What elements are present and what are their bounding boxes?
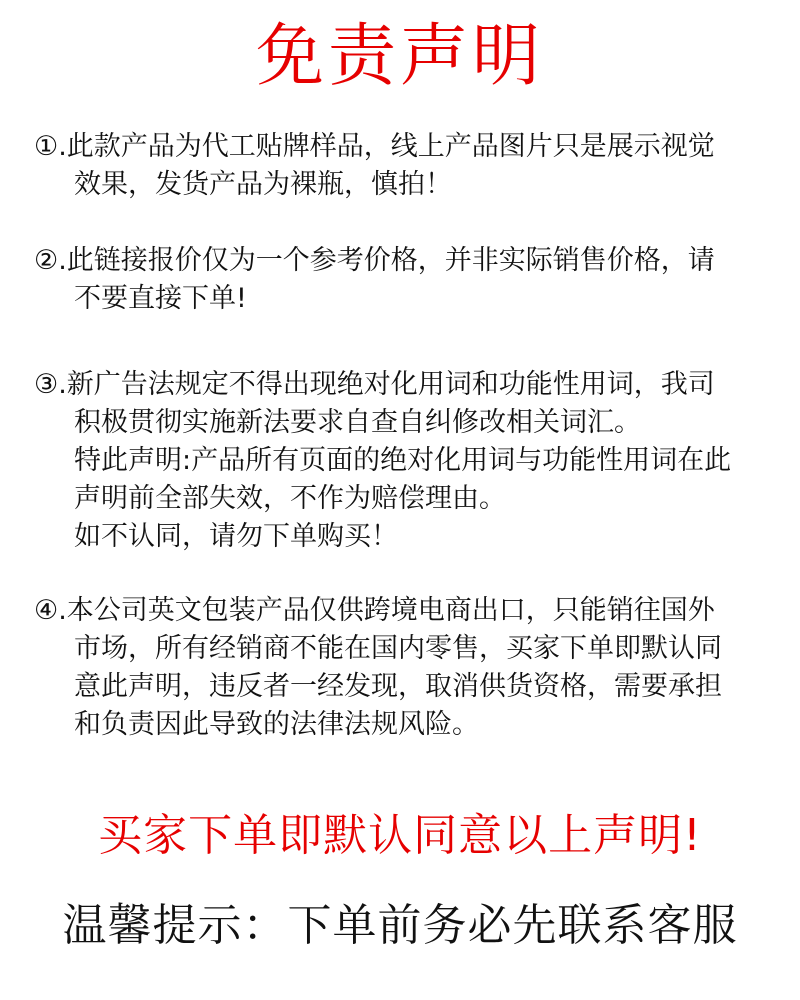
clause-line: 意此声明，违反者一经发现，取消供货资格，需要承担 xyxy=(74,671,722,702)
clause-line: 如不认同，请勿下单购买！ xyxy=(74,521,398,552)
warm-tip: 温馨提示：下单前务必先联系客服 xyxy=(62,900,738,951)
clause-line: 市场，所有经销商不能在国内零售，买家下单即默认同 xyxy=(74,633,722,664)
disclaimer-clause-3 xyxy=(34,366,774,556)
clause-line: ④.本公司英文包装产品仅供跨境电商出口，只能销往国外 xyxy=(34,595,715,626)
clause-line: 效果，发货产品为裸瓶，慎拍！ xyxy=(74,169,452,200)
clause-line: 和负责因此导致的法律法规风险。 xyxy=(74,709,479,740)
page-title: 免责声明 xyxy=(255,17,544,96)
disclaimer-clause-4 xyxy=(34,592,774,744)
clause-line: ①.此款产品为代工贴牌样品，线上产品图片只是展示视觉 xyxy=(34,131,715,162)
clause-line: 不要直接下单! xyxy=(74,283,247,314)
clause-line: ③.新广告法规定不得出现绝对化用词和功能性用词，我司 xyxy=(34,369,715,400)
clause-line: 特此声明:产品所有页面的绝对化用词与功能性用词在此 xyxy=(74,445,732,476)
disclaimer-clause-1 xyxy=(34,128,774,204)
disclaimer-clause-2 xyxy=(34,242,774,318)
clause-line: 声明前全部失效，不作为赔偿理由。 xyxy=(74,483,506,514)
clause-line: ②.此链接报价仅为一个参考价格，并非实际销售价格，请 xyxy=(34,245,715,276)
clause-line: 积极贯彻实施新法要求自查自纠修改相关词汇。 xyxy=(74,407,641,438)
agreement-notice: 买家下单即默认同意以上声明! xyxy=(98,810,702,861)
